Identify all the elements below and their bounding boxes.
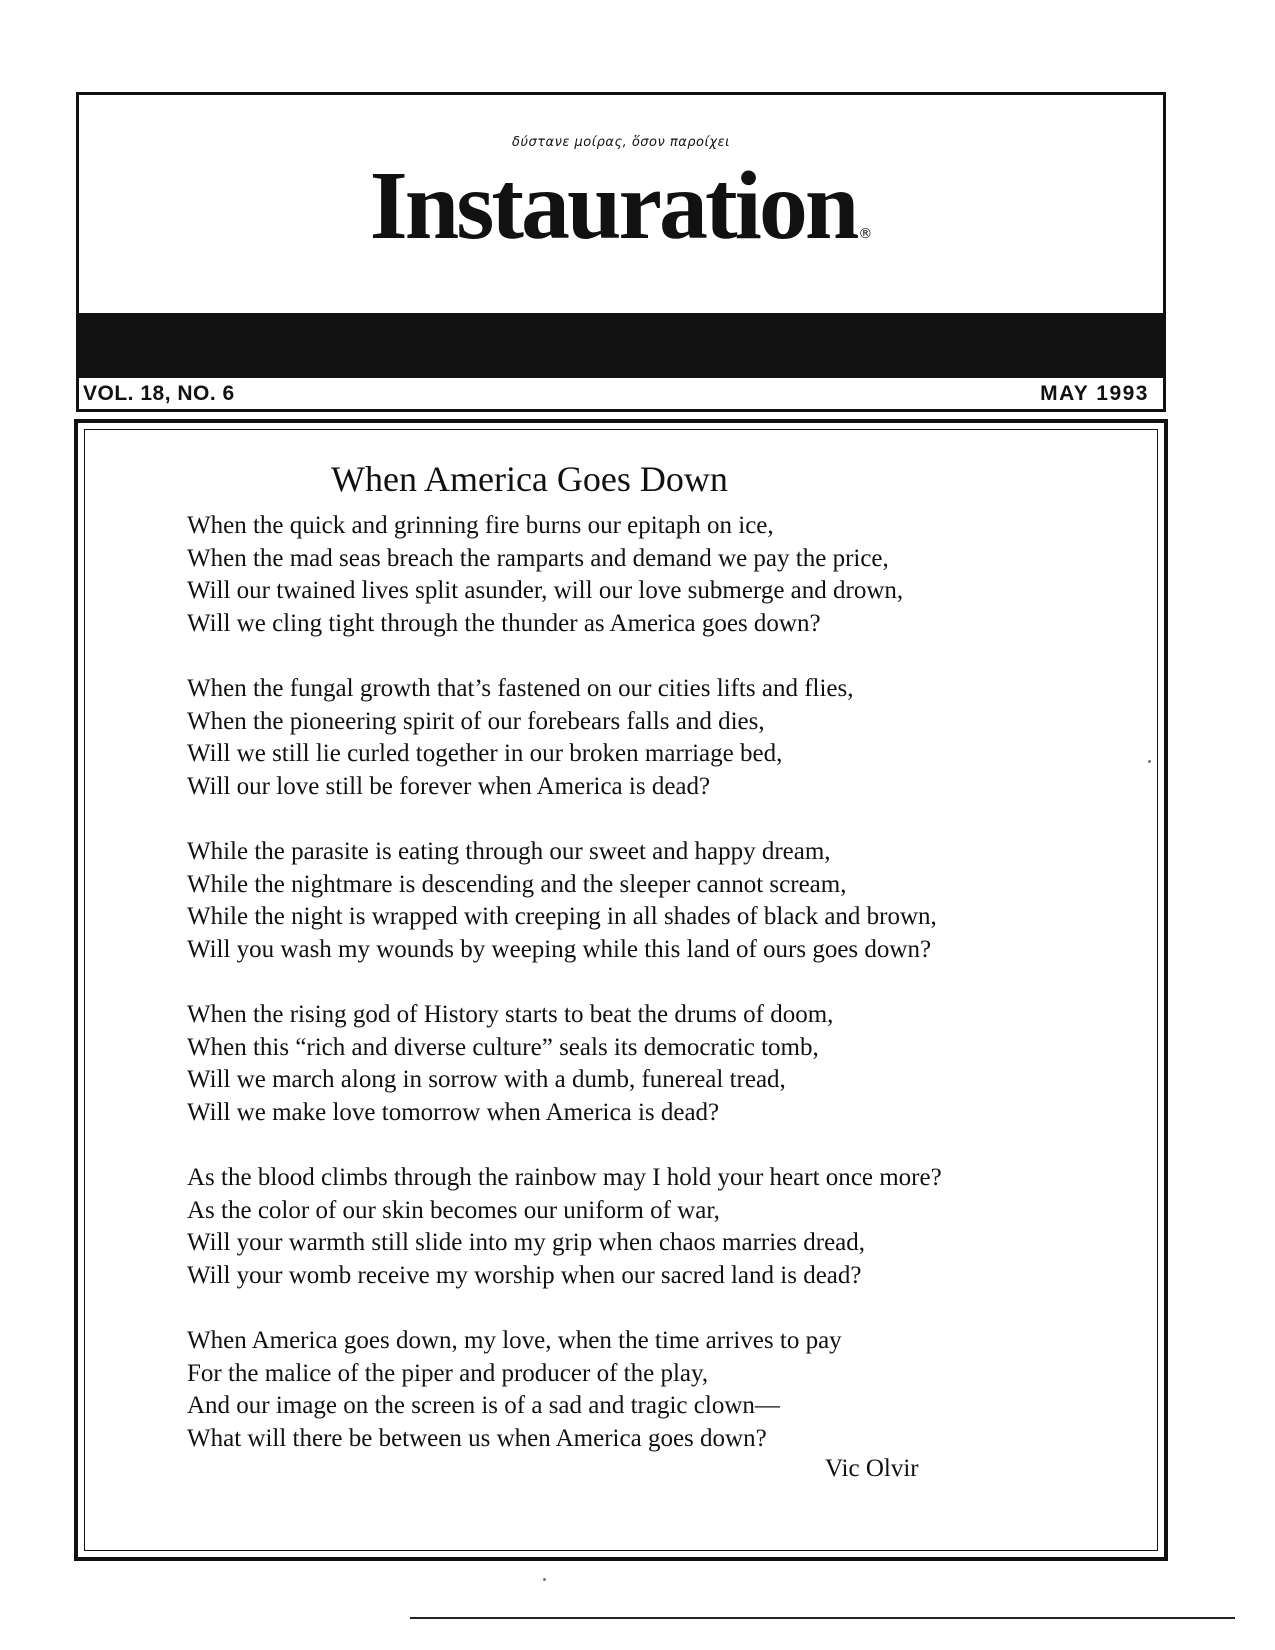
poem-line: Will you wash my wounds by weeping while this land of ours goes down? — [187, 935, 932, 963]
poem-line: When the quick and grinning fire burns our epitaph on ice, — [187, 512, 774, 539]
poem-title: When America Goes Down — [331, 459, 728, 499]
scan-speck — [1148, 760, 1151, 763]
poem-author: Vic Olvir — [825, 1455, 919, 1482]
poem-line: While the parasite is eating through our sweet and happy dream, — [187, 838, 831, 865]
poem-stanza — [187, 999, 1147, 1129]
poem-stanza — [187, 1325, 1147, 1455]
poem-stanzas — [187, 510, 1147, 1488]
poem-line: When the fungal growth that’s fastened on our cities lifts and flies, — [187, 675, 854, 702]
poem-line: For the malice of the piper and producer of the play, — [187, 1359, 709, 1387]
poem-line: Will your warmth still slide into my grip when chaos marries dread, — [187, 1229, 866, 1256]
poem-line: When America goes down, my love, when the time arrives to pay — [187, 1327, 842, 1354]
poem-line: And our image on the screen is of a sad and tragic clown— — [187, 1392, 780, 1419]
masthead-title-wrap — [79, 152, 1163, 260]
masthead — [76, 92, 1166, 412]
poem-line: Will we make love tomorrow when America is dead? — [187, 1098, 720, 1126]
poem-line: When the mad seas breach the ramparts and demand we pay the price, — [187, 544, 889, 572]
poem-stanza — [187, 1162, 1147, 1292]
poem-line: When this “rich and diverse culture” seals its democratic tomb, — [187, 1033, 819, 1061]
poem-line: As the blood climbs through the rainbow may I hold your heart once more? — [187, 1164, 942, 1191]
poem-box — [74, 419, 1168, 1561]
poem-line: Will our love still be forever when America is dead? — [187, 772, 711, 800]
poem-line: Will our twained lives split asunder, will our love submerge and drown, — [187, 577, 904, 604]
poem-line: Will we cling tight through the thunder as America goes down? — [187, 609, 821, 637]
poem-line: When the pioneering spirit of our forebears falls and dies, — [187, 707, 765, 735]
poem-line: While the night is wrapped with creeping in all shades of black and brown, — [187, 903, 937, 930]
volume-number: VOL. 18, NO. 6 — [83, 382, 235, 405]
poem-line: What will there be between us when America goes down? — [187, 1424, 767, 1452]
scan-speck — [543, 1578, 546, 1581]
poem-line: When the rising god of History starts to beat the drums of doom, — [187, 1001, 834, 1028]
poem-stanza — [187, 673, 1147, 803]
masthead-black-bar — [79, 313, 1163, 378]
issue-date: MAY 1993 — [1040, 382, 1149, 405]
poem-line: Will your womb receive my worship when our sacred land is dead? — [187, 1261, 862, 1289]
greek-motto: δύστανε μοίρας, ὅσον παροίχει — [511, 135, 731, 150]
poem-line: As the color of our skin becomes our uniform of war, — [187, 1196, 720, 1224]
poem-stanza — [187, 510, 1147, 640]
poem-line: Will we march along in sorrow with a dumb, funereal tread, — [187, 1066, 786, 1093]
poem-inner-frame — [84, 429, 1158, 1551]
issue-line — [79, 378, 1163, 409]
poem-line: While the nightmare is descending and the sleeper cannot scream, — [187, 870, 847, 898]
publication-title: Instauration — [369, 152, 857, 260]
registered-mark: ® — [858, 226, 873, 242]
bottom-rule — [410, 1617, 1235, 1619]
poem-line: Will we still lie curled together in our broken marriage bed, — [187, 740, 783, 767]
poem-stanza — [187, 836, 1147, 966]
